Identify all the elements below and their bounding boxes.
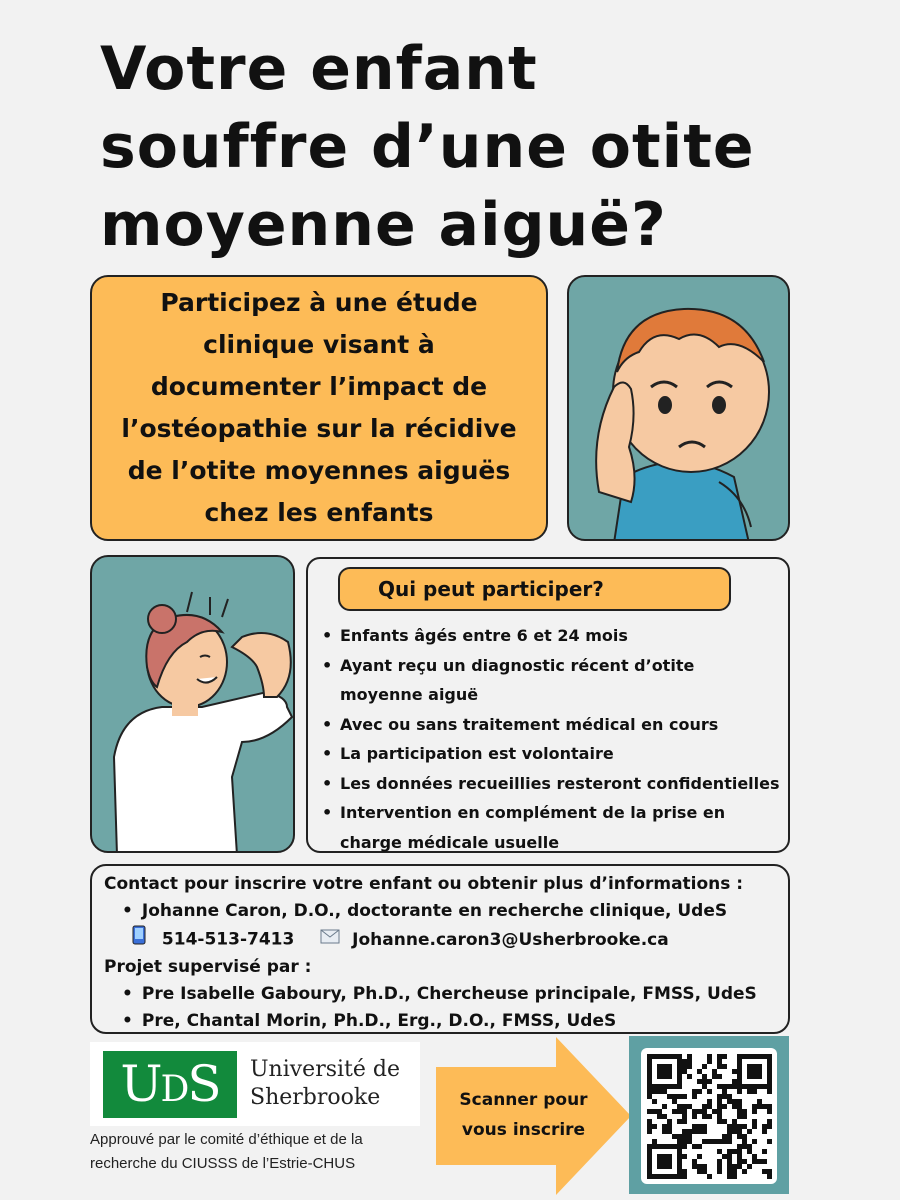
phone-icon <box>132 925 146 954</box>
contact-person: • Johanne Caron, D.O., doctorante en recherche clinique, UdeS <box>104 898 788 925</box>
contact-heading: Contact pour inscrire votre enfant ou obtenir plus d’informations : <box>104 874 744 894</box>
qr-code-icon <box>641 1048 777 1184</box>
contact-email[interactable]: Johanne.caron3@Usherbrooke.ca <box>352 929 669 950</box>
woman-headache-illustration <box>90 555 295 853</box>
universite-sherbrooke-logo <box>90 1042 420 1126</box>
scan-instruction: Scanner pour vous inscrire <box>459 1090 588 1140</box>
eligibility-item: • Intervention en complément de la prise en charge médicale usuelle <box>322 798 792 857</box>
contact-phone-email-row <box>104 925 788 954</box>
eligibility-item: • La participation est volontaire <box>322 739 792 769</box>
study-line: documenter l’impact de <box>150 372 488 401</box>
ethics-approval-note: Approuvé par le comité d’éthique et de la recherche du CIUSSS de l’Estrie-CHUS <box>90 1131 363 1172</box>
contact-phone[interactable]: 514-513-7413 <box>161 929 295 950</box>
supervisor-item: • Pre, Chantal Morin, Ph.D., Erg., D.O., FMSS, UdeS <box>104 1008 788 1035</box>
sad-child-illustration <box>567 275 790 541</box>
eligibility-list <box>322 621 792 857</box>
registration-qr-code[interactable] <box>629 1036 789 1194</box>
eligibility-item: • Les données recueillies resteront confidentielles <box>322 769 792 799</box>
uds-monogram: UDS <box>103 1051 237 1118</box>
sad-child-drawing <box>569 277 790 541</box>
woman-drawing <box>92 557 295 853</box>
contact-box <box>90 864 790 1034</box>
university-name: Université de Sherbrooke <box>250 1057 400 1110</box>
title-line: moyenne aiguë? <box>100 190 667 260</box>
study-line: chez les enfants <box>204 498 434 527</box>
study-line: Participez à une étude <box>160 288 478 317</box>
eligibility-item: • Enfants âgés entre 6 et 24 mois <box>322 621 792 651</box>
title-line: souffre d’une otite <box>100 112 755 182</box>
poster-title <box>100 30 860 264</box>
title-line: Votre enfant <box>100 34 538 104</box>
eligibility-heading: Qui peut participer? <box>338 567 731 611</box>
eligibility-item: • Avec ou sans traitement médical en cours <box>322 710 792 740</box>
supervisor-item: • Pre Isabelle Gaboury, Ph.D., Chercheuse principale, FMSS, UdeS <box>104 981 788 1008</box>
study-description-box <box>90 275 548 541</box>
study-line: clinique visant à <box>203 330 435 359</box>
email-icon <box>320 926 340 953</box>
study-line: de l’otite moyennes aiguës <box>127 456 511 485</box>
eligibility-box <box>306 557 790 853</box>
study-line: l’ostéopathie sur la récidive <box>121 414 517 443</box>
eligibility-item: • Ayant reçu un diagnostic récent d’otite moyenne aiguë <box>322 651 792 710</box>
supervised-heading: Projet supervisé par : <box>104 957 312 977</box>
